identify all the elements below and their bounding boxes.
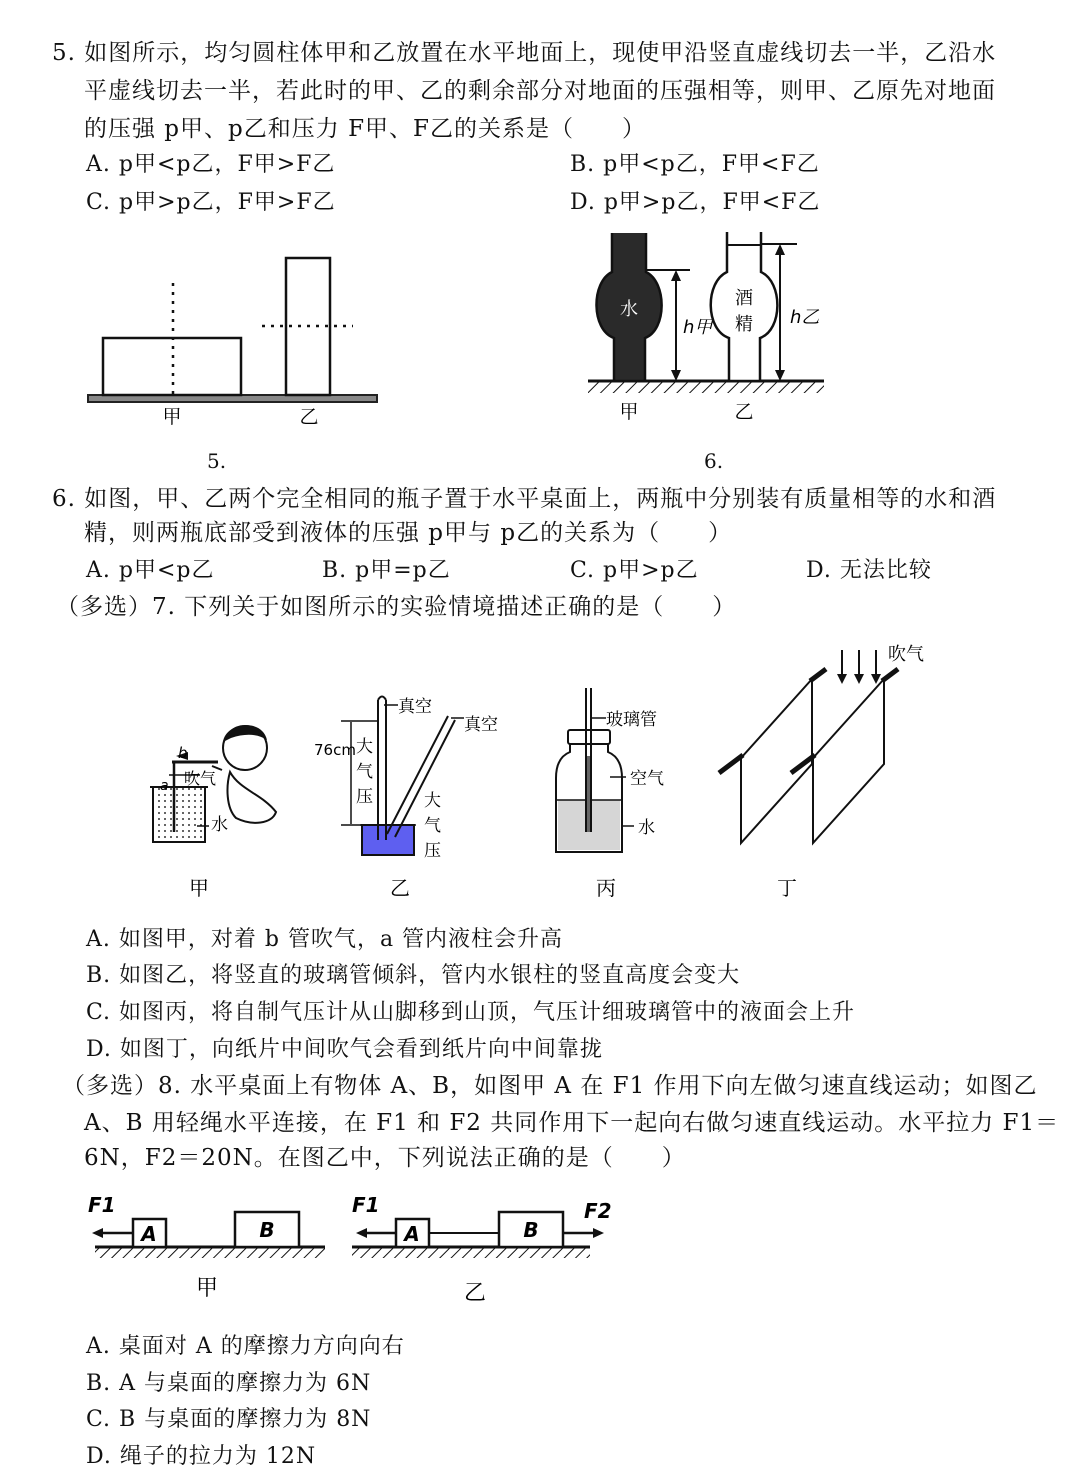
- q5-stem-line-2: 平虚线切去一半，若此时的甲、乙的剩余部分对地面的压强相等，则甲、乙原先对地面: [84, 78, 996, 104]
- svg-text:F2: F2: [584, 1199, 612, 1223]
- svg-text:F1: F1: [88, 1193, 116, 1217]
- q7-option-a[interactable]: A. 如图甲，对着 b 管吹气，a 管内液柱会升高: [86, 927, 564, 952]
- alcohol-label-1: 酒: [735, 288, 753, 309]
- svg-text:吹气: 吹气: [184, 769, 217, 788]
- q6-option-b[interactable]: B. p甲=p乙: [322, 558, 451, 583]
- q5-stem-line-1: 5. 如图所示，均匀圆柱体甲和乙放置在水平地面上，现使甲沿竖直虚线切去一半，乙沿水: [52, 40, 997, 66]
- q8-stem-line-3: 6N，F2＝20N。在图乙中，下列说法正确的是（ ）: [84, 1145, 686, 1171]
- fig8-yi: [352, 1193, 612, 1306]
- water-label: 水: [620, 299, 638, 320]
- svg-text:真空: 真空: [464, 715, 498, 735]
- q6-option-c[interactable]: C. p甲>p乙: [570, 558, 699, 583]
- svg-text:真空: 真空: [398, 697, 432, 717]
- svg-text:玻璃管: 玻璃管: [606, 710, 657, 730]
- svg-text:吹气: 吹气: [888, 644, 924, 665]
- q5-option-d[interactable]: D. p甲>p乙，F甲<F乙: [570, 190, 821, 215]
- q8-option-a[interactable]: A. 桌面对 A 的摩擦力方向向右: [86, 1334, 405, 1359]
- q6-option-d[interactable]: D. 无法比较: [806, 558, 932, 583]
- svg-text:水: 水: [638, 818, 655, 838]
- fig5-label-yi: 乙: [299, 406, 319, 428]
- svg-text:压: 压: [424, 841, 441, 861]
- fig6-label-yi: 乙: [734, 401, 754, 423]
- fig8-caption-jia: 甲: [195, 1276, 219, 1301]
- svg-text:A: A: [141, 1222, 157, 1246]
- q5-option-b[interactable]: B. p甲<p乙，F甲<F乙: [570, 152, 820, 177]
- svg-text:76cm: 76cm: [314, 741, 356, 759]
- svg-text:F1: F1: [352, 1193, 380, 1217]
- q7-stem: （多选）7. 下列关于如图所示的实验情境描述正确的是（ ）: [56, 594, 737, 620]
- q7-option-b[interactable]: B. 如图乙，将竖直的玻璃管倾斜，管内水银柱的竖直高度会变大: [86, 963, 741, 988]
- q7-option-d[interactable]: D. 如图丁，向纸片中间吹气会看到纸片向中间靠拢: [86, 1037, 603, 1062]
- q6-option-a[interactable]: A. p甲<p乙: [86, 558, 215, 583]
- fig8-caption-yi: 乙: [463, 1281, 487, 1306]
- svg-text:压: 压: [356, 787, 373, 807]
- svg-text:大: 大: [424, 791, 441, 811]
- q5-option-a[interactable]: A. p甲<p乙，F甲>F乙: [86, 152, 336, 177]
- svg-text:B: B: [523, 1218, 539, 1242]
- q8-stem-line-1: （多选）8. 水平桌面上有物体 A、B，如图甲 A 在 F1 作用下向左做匀速直线运动；如图乙: [62, 1073, 1038, 1099]
- q6-stem-line-1: 6. 如图，甲、乙两个完全相同的瓶子置于水平桌面上，两瓶中分别装有质量相等的水和酒: [52, 486, 997, 512]
- fig5-caption: 5.: [207, 449, 227, 473]
- fig7-caption-bing: 丙: [596, 876, 616, 900]
- svg-text:a: a: [160, 778, 169, 794]
- svg-text:B: B: [259, 1218, 275, 1242]
- fig7-caption-ding: 丁: [777, 876, 797, 900]
- fig7-caption-jia: 甲: [189, 876, 209, 900]
- svg-text:A: A: [404, 1222, 420, 1246]
- fig7-caption-yi: 乙: [390, 876, 410, 900]
- fig5-label-jia: 甲: [162, 406, 182, 428]
- svg-text:b: b: [178, 744, 188, 762]
- q5-option-c[interactable]: C. p甲>p乙，F甲>F乙: [86, 190, 336, 215]
- svg-text:气: 气: [424, 816, 441, 836]
- svg-text:大: 大: [356, 737, 373, 757]
- svg-text:空气: 空气: [630, 769, 664, 789]
- q8-option-c[interactable]: C. B 与桌面的摩擦力为 8N: [86, 1407, 372, 1432]
- fig6-label-jia: 甲: [619, 401, 639, 423]
- q8-option-d[interactable]: D. 绳子的拉力为 12N: [86, 1444, 317, 1469]
- svg-text:气: 气: [356, 762, 373, 782]
- fig6-caption: 6.: [704, 449, 724, 473]
- fig8-jia: [88, 1193, 325, 1301]
- h-yi-label: h乙: [790, 307, 820, 328]
- alcohol-label-2: 精: [735, 314, 753, 335]
- q6-stem-line-2: 精，则两瓶底部受到液体的压强 p甲与 p乙的关系为（ ）: [84, 520, 733, 546]
- q8-option-b[interactable]: B. A 与桌面的摩擦力为 6N: [86, 1371, 372, 1396]
- q5-stem-line-3: 的压强 p甲、p乙和压力 F甲、F乙的关系是（ ）: [84, 116, 646, 142]
- q7-option-c[interactable]: C. 如图丙，将自制气压计从山脚移到山顶，气压计细玻璃管中的液面会上升: [86, 1000, 856, 1025]
- h-jia-label: h甲: [683, 317, 713, 338]
- q8-stem-line-2: A、B 用轻绳水平连接，在 F1 和 F2 共同作用下一起向右做匀速直线运动。水平拉力 F1＝: [84, 1110, 1060, 1136]
- svg-text:水: 水: [211, 815, 228, 835]
